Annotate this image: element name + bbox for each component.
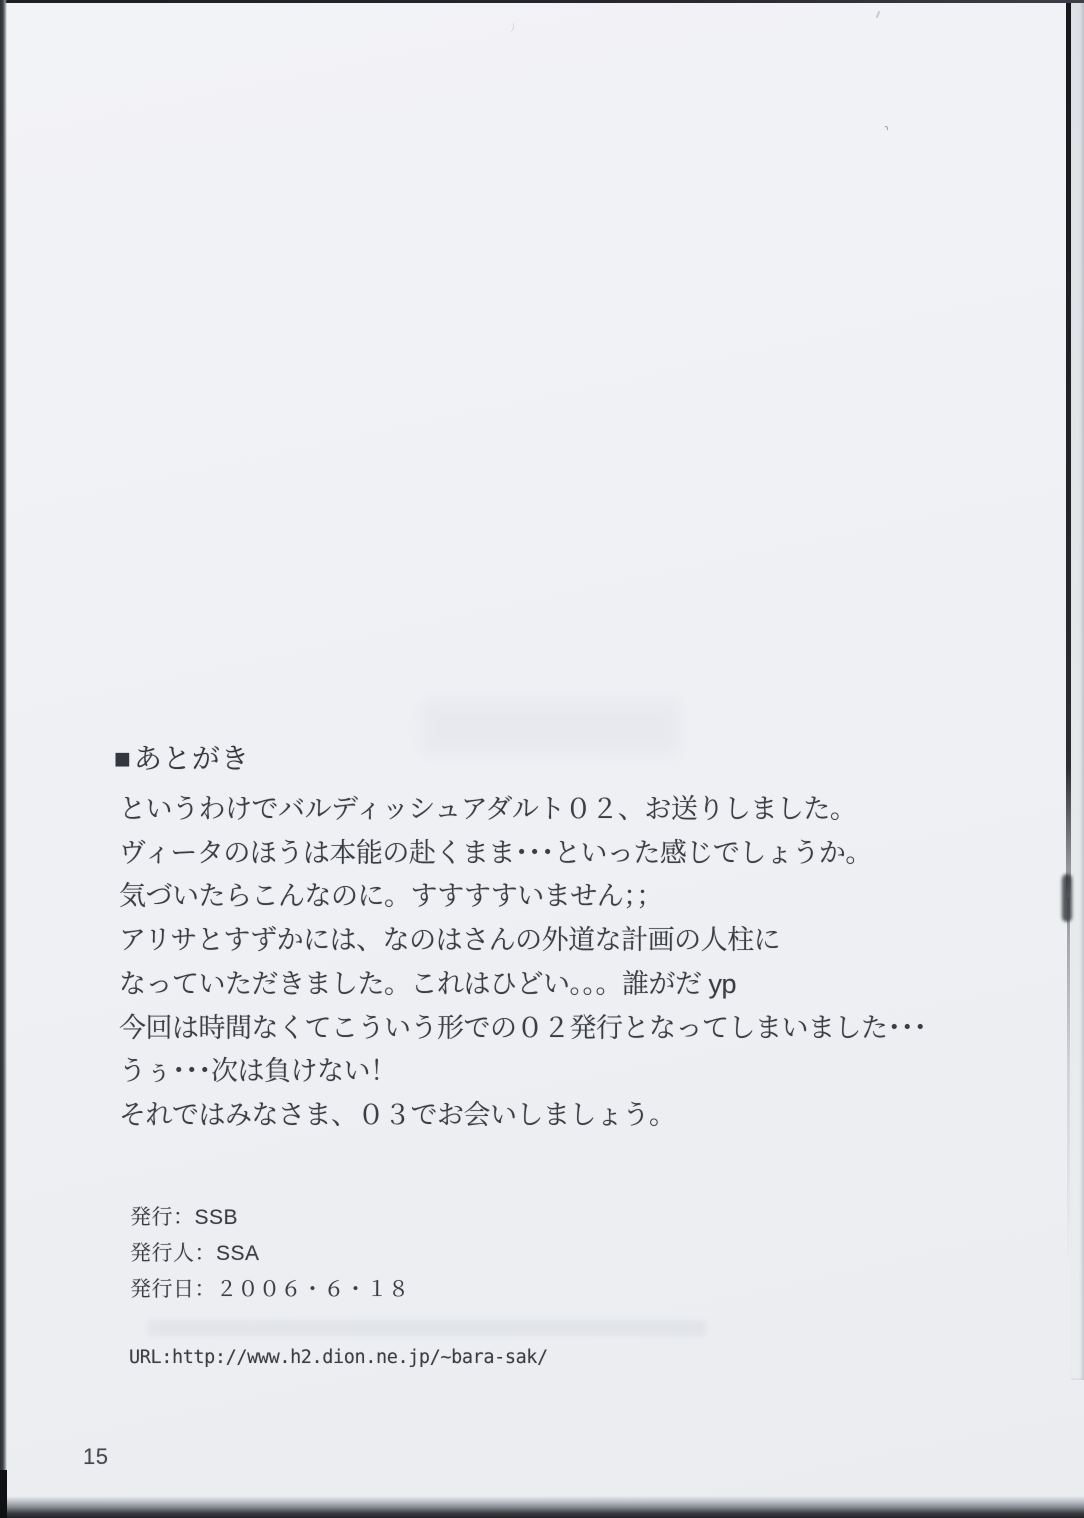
dust-speck (884, 126, 888, 131)
dust-speck (876, 11, 880, 18)
afterword-line: アリサとすずかには、なのはさんの外道な計画の人柱に (119, 925, 781, 956)
afterword-line: というわけでバルディッシュアダルト０２、お送りしました。 (119, 794, 857, 824)
colophon-separator: ： (173, 1206, 195, 1229)
page-edge-tail (1067, 898, 1070, 1270)
afterword-line: ヴィータのほうは本能の赴くまま･･･といった感じでしょうか。 (119, 837, 872, 868)
colophon-row (130, 1236, 410, 1272)
afterword-line: うぅ･･･次は負けない！ (119, 1056, 397, 1087)
colophon-value: SSB (194, 1206, 239, 1229)
page-number: 15 (83, 1444, 109, 1469)
afterword-line: なっていただきました。これはひどい。。。誰がだ yp (119, 968, 737, 999)
page-edge-line (1066, 0, 1071, 902)
afterword-line: それではみなさま、０３でお会いしましょう。 (119, 1099, 676, 1130)
colophon-row (130, 1200, 410, 1236)
scan-edge-top (0, 0, 1084, 3)
colophon-value: ２００６・６・１８ (216, 1277, 410, 1301)
showthrough-band (148, 1320, 706, 1336)
afterword-section (114, 742, 994, 1130)
afterword-body (119, 788, 994, 1138)
afterword-heading-title: あとがき (133, 743, 250, 774)
scan-right-margin (1071, 0, 1084, 1380)
afterword-heading (114, 742, 994, 776)
scan-edge-left (0, 0, 7, 1518)
colophon-label: 発行 (130, 1206, 173, 1229)
colophon-label: 発行人 (130, 1241, 195, 1265)
afterword-line: 気づいたらこんなのに。すすすすいません；； (119, 881, 663, 912)
url-line: URL:http://www.h2.dion.ne.jp/~bara-sak/ (129, 1347, 548, 1368)
afterword-line: 今回は時間なくてこういう形での０２発行となってしまいました･･･ (119, 1012, 927, 1043)
colophon-row (130, 1272, 410, 1308)
scan-bottom-band (0, 1496, 1084, 1518)
scan-corner-bottom-left (0, 1470, 7, 1518)
colophon-separator: ： (194, 1241, 216, 1265)
colophon-separator: ： (194, 1277, 216, 1301)
colophon-section (130, 1200, 410, 1307)
dust-speck (507, 21, 515, 32)
colophon-value: SSA (216, 1241, 260, 1265)
colophon-label: 発行日 (130, 1277, 195, 1301)
heading-square-marker: ■ (114, 743, 132, 774)
